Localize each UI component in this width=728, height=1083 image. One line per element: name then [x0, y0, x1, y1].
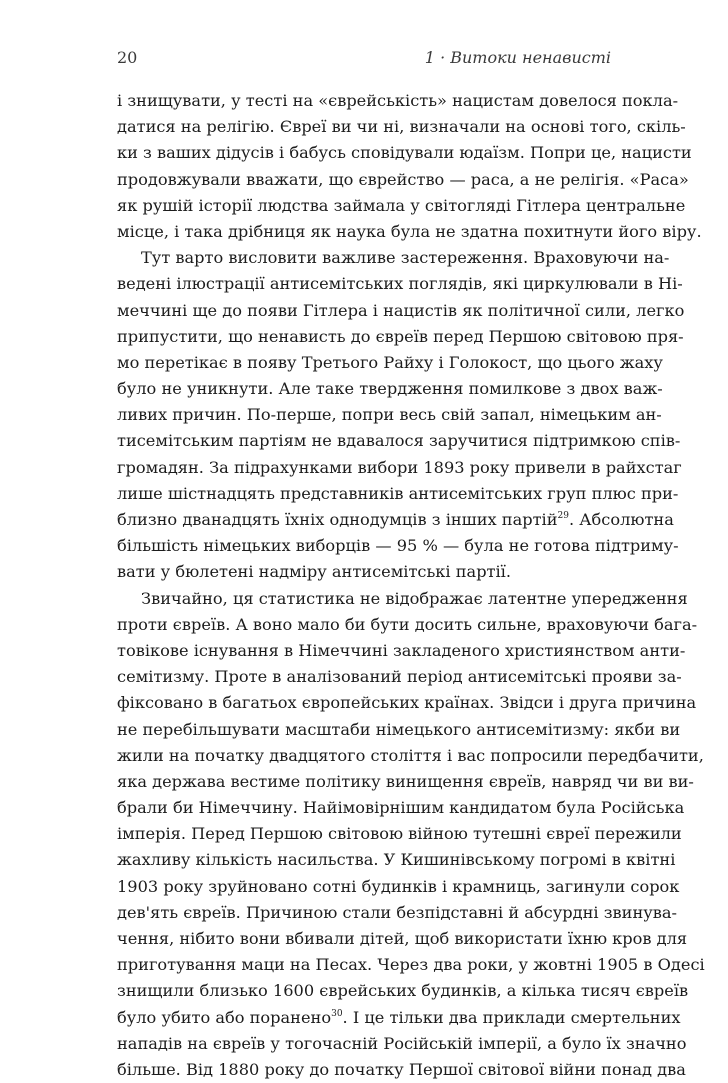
text-line: громадян. За підрахунками вибори 1893 року привели в райхстаг [117, 457, 682, 477]
text-line: більшість німецьких виборців — 95 % — була не готова підтриму- [117, 536, 679, 556]
text-line: меччині ще до появи Гітлера і нацистів як політичної сили, легко [117, 300, 685, 320]
text-line: мо перетікає в появу Третього Райху і Голокост, що цього жаху [117, 352, 663, 372]
page-header [117, 48, 611, 72]
text-line: імперія. Перед Першою світовою війною тутешні євреї пережили [117, 824, 682, 844]
text-line: знищили близько 1600 єврейських будинків, а кілька тисяч євреїв [117, 981, 689, 1001]
text-line: було убито або поранено$^{30}$. І це тільки два приклади смертельних [117, 1007, 681, 1027]
text-line: продовжували вважати, що єврейство — раса, а не релігія. «Раса» [117, 169, 689, 189]
text-line: було не уникнути. Але таке твердження помилкове з двох важ- [117, 379, 663, 399]
paragraph [117, 88, 702, 245]
text-line: яка держава вестиме політику винищення євреїв, навряд чи ви ви- [117, 771, 694, 791]
text-line: більше. Від 1880 року до початку Першої світової війни понад два [117, 1059, 686, 1079]
text-line: нападів на євреїв у тогочасній Російській імперії, а було їх значно [117, 1033, 687, 1053]
text-line: ведені ілюстрації антисемітських поглядів, які циркулювали в Ні- [117, 274, 683, 294]
text-line: жахливу кількість насильства. У Кишинівському погромі в квітні [117, 850, 676, 870]
footnote-tail-text: . Абсолютна [568, 510, 674, 529]
paragraph [117, 586, 705, 1083]
text-line: фіксовано в багатьох європейських країнах. Звідси і друга причина [117, 693, 697, 713]
text-line: не перебільшувати масштаби німецького антисемітизму: якби ви [117, 719, 681, 739]
text-line: датися на релігію. Євреї ви чи ні, визначали на основі того, скіль- [117, 117, 686, 137]
running-title: 1 · Витоки ненависті [424, 48, 611, 67]
text-line: проти євреїв. А воно мало би бути досить сильне, враховуючи бага- [117, 614, 698, 634]
text-line: припустити, що ненависть до євреїв перед Першою світовою пря- [117, 326, 684, 346]
text-line: ливих причин. По-перше, попри весь свій запал, німецьким ан- [117, 405, 662, 425]
paragraph [117, 245, 685, 585]
text-line: Тут варто висловити важливе застереження. Враховуючи на- [141, 248, 670, 268]
text-line: місце, і така дрібниця як наука була не здатна похитнути його віру. [117, 221, 702, 241]
text-line: вати у бюлетені надміру антисемітські партії. [117, 562, 512, 582]
footnote-tail-text: . І це тільки два приклади смертельних [342, 1007, 681, 1027]
text-line: лише шістнадцять представників антисемітських груп плюс при- [117, 483, 679, 503]
text-line: 1903 року зруйновано сотні будинків і крамниць, загинули сорок [117, 876, 680, 896]
text-line: брали би Німеччину. Найімовірнішим кандидатом була Російська [117, 798, 685, 818]
footnote-ref[interactable]: 29 [557, 511, 569, 521]
text-line: приготування маци на Песах. Через два роки, у жовтні 1905 в Одесі [117, 955, 705, 975]
text-line: Звичайно, ця статистика не відображає латентне упередження [141, 588, 688, 608]
text-line: як рушій історії людства займала у світогляді Гітлера центральне [117, 195, 686, 215]
page-number: 20 [117, 48, 138, 67]
text-line: і знищувати, у тесті на «єврейськість» нацистам довелося покла- [117, 91, 679, 110]
text-line: чення, нібито вони вбивали дітей, щоб використати їхню кров для [117, 929, 688, 948]
text-line: близно дванадцять їхніх однодумців з інших партій$^{29}$. Абсолютна [117, 510, 674, 529]
text-line: жили на початку двадцятого століття і вас попросили передбачити, [117, 745, 704, 765]
text-line: товікове існування в Німеччині закладеного християнством анти- [117, 640, 686, 660]
body-text [117, 88, 705, 1083]
footnote-ref[interactable]: 30 [331, 1008, 343, 1019]
text-line: дев'ять євреїв. Причиною стали безпідставні й абсурдні звинува- [117, 902, 677, 922]
text-line: ки з ваших дідусів і бабусь сповідували юдаїзм. Попри це, нацисти [117, 143, 692, 163]
text-line: семітизму. Проте в аналізований період антисемітські прояви за- [117, 667, 682, 687]
text-line: тисемітським партіям не вдавалося заручитися підтримкою спів- [117, 431, 681, 451]
